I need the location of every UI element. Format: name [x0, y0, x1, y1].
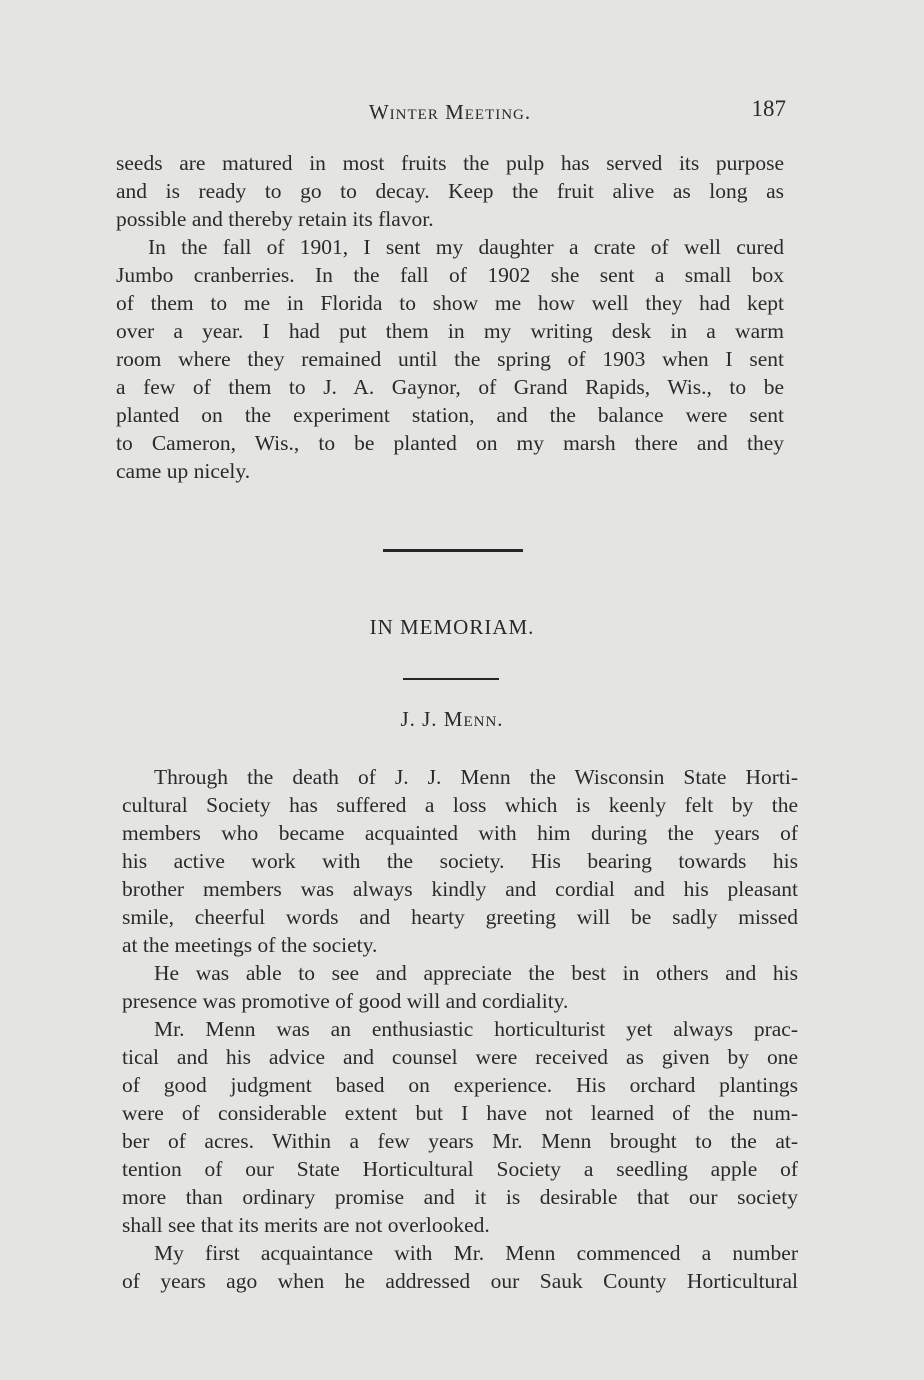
section-divider [383, 549, 523, 552]
memorial-subject: J. J. Menn. [400, 707, 504, 731]
text-line: My first acquaintance with Mr. Menn commenced a number [154, 1241, 798, 1265]
continued-text [116, 149, 784, 485]
text-line: smile, cheerful words and hearty greeting will be sadly missed [122, 905, 798, 929]
text-line: a few of them to J. A. Gaynor, of Grand Rapids, Wis., to be [116, 375, 784, 399]
text-line: possible and thereby retain its flavor. [116, 207, 434, 231]
text-line: were of considerable extent but I have not learned of the num- [122, 1101, 798, 1125]
text-line: planted on the experiment station, and the balance were sent [116, 403, 784, 427]
page-number: 187 [751, 96, 786, 121]
running-head [110, 96, 790, 130]
text-line: of them to me in Florida to show me how well they had kept [116, 291, 784, 315]
text-line: cultural Society has suffered a loss which is keenly felt by the [122, 793, 798, 817]
memorial-heading: IN MEMORIAM. [369, 615, 535, 639]
text-line: to Cameron, Wis., to be planted on my marsh there and they [116, 431, 784, 455]
text-line: at the meetings of the society. [122, 933, 378, 957]
text-line: Jumbo cranberries. In the fall of 1902 she sent a small box [116, 263, 784, 287]
text-line: over a year. I had put them in my writing desk in a warm [116, 319, 784, 343]
text-line: came up nicely. [116, 459, 251, 483]
text-line: He was able to see and appreciate the best in others and his [154, 961, 798, 985]
text-line: presence was promotive of good will and cordiality. [122, 989, 569, 1013]
text-line: members who became acquainted with him during the years of [122, 821, 798, 845]
text-line: more than ordinary promise and it is desirable that our society [122, 1185, 798, 1209]
text-line: brother members was always kindly and cordial and his pleasant [122, 877, 798, 901]
text-line: tention of our State Horticultural Society a seedling apple of [122, 1157, 798, 1181]
text-line: In the fall of 1901, I sent my daughter a crate of well cured [148, 235, 784, 259]
text-line: shall see that its merits are not overlooked. [122, 1213, 490, 1237]
memorial-body [122, 763, 798, 1295]
text-line: ber of acres. Within a few years Mr. Menn brought to the at- [122, 1129, 798, 1153]
text-line: of good judgment based on experience. His orchard plantings [122, 1073, 798, 1097]
text-line: Through the death of J. J. Menn the Wisconsin State Horti- [154, 765, 798, 789]
text-line: Mr. Menn was an enthusiastic horticulturist yet always prac- [154, 1017, 798, 1041]
heading-rule [403, 678, 499, 680]
text-line: room where they remained until the spring of 1903 when I sent [116, 347, 784, 371]
running-title: Winter Meeting. [368, 100, 532, 124]
text-line: of years ago when he addressed our Sauk County Horticultural [122, 1269, 798, 1293]
text-line: seeds are matured in most fruits the pulp has served its purpose [116, 151, 784, 175]
text-line: and is ready to go to decay. Keep the fruit alive as long as [116, 179, 784, 203]
text-line: his active work with the society. His bearing towards his [122, 849, 798, 873]
text-line: tical and his advice and counsel were received as given by one [122, 1045, 798, 1069]
